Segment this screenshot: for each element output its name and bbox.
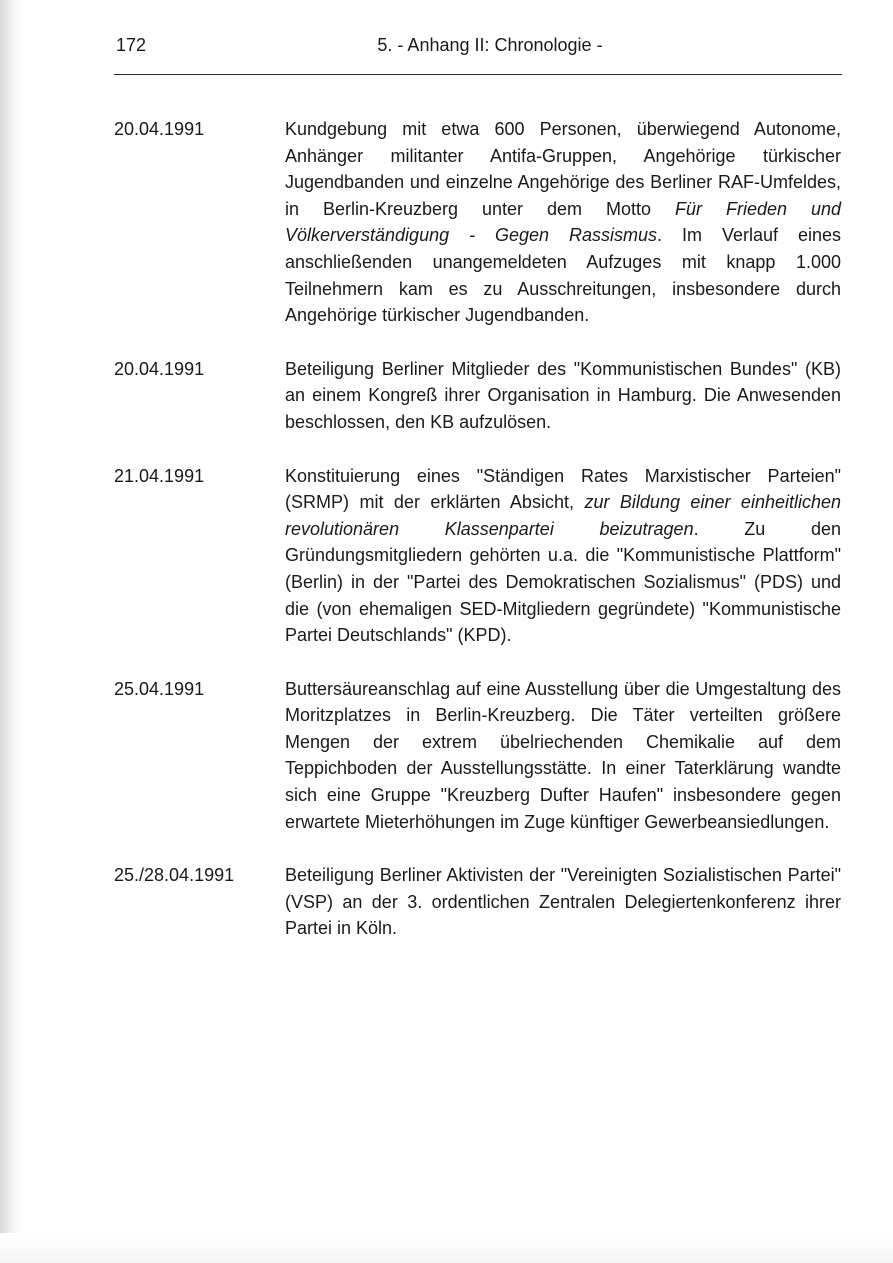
entry-date: 25./28.04.1991 bbox=[114, 865, 235, 886]
entry-date: 25.04.1991 bbox=[114, 678, 205, 699]
chronology-entry bbox=[114, 862, 842, 942]
page-header bbox=[112, 35, 842, 61]
scan-shadow-bottom bbox=[0, 1233, 893, 1263]
entry-text bbox=[285, 676, 841, 836]
entry-text-run: . Zu den Gründungsmitgliedern gehörten u.a. die "Kommunistische Plattform" (Berlin) in der "Partei des Demokratischen Sozialismus" (PDS) und die (von ehemaligen SED-Mitgliedern gegründete) "Kommunistische Partei Deutschlands" (KPD). bbox=[285, 518, 841, 646]
entry-date: 20.04.1991 bbox=[114, 119, 205, 139]
entry-text-run: Konstituierung eines "Ständigen Rates Marxistischer Parteien" (SRMP) mit der erklärten Absicht, bbox=[285, 465, 841, 513]
entry-text-run: Beteiligung Berliner Mitglieder des "Kommunistischen Bundes" (KB) an einem Kongreß ihrer Organisation in Hamburg. Die Anwesenden beschlossen, den KB aufzulösen. bbox=[285, 358, 841, 432]
entry-text-italic: zur Bildung einer einheitlichen revolutionären Klassenpartei beizutragen bbox=[285, 492, 842, 539]
page-number: 172 bbox=[116, 35, 147, 55]
running-title: 5. - Anhang II: Chronologie - bbox=[377, 35, 603, 55]
chronology-entry bbox=[114, 356, 842, 436]
entry-text bbox=[285, 116, 841, 329]
entry-date: 21.04.1991 bbox=[114, 465, 205, 486]
scan-shadow bbox=[0, 0, 24, 1263]
entry-date: 20.04.1991 bbox=[114, 358, 205, 379]
chronology-entry bbox=[114, 676, 842, 836]
entry-text-run: . Im Verlauf eines anschließenden unangemeldeten Aufzuges mit knapp 1.000 Teilnehmern kam es zu Ausschreitungen, insbesondere durch Angehörige türkischer Jugendbanden. bbox=[285, 225, 841, 326]
entry-text bbox=[285, 862, 841, 942]
entry-text bbox=[285, 463, 841, 649]
entry-text-italic: Für Frieden und Völkerverständigung - Gegen Rassismus bbox=[285, 198, 841, 246]
chronology-list bbox=[114, 116, 842, 942]
entry-text-run: Beteiligung Berliner Aktivisten der "Vereinigten Sozialistischen Partei" (VSP) an der 3. ordentlichen Zentralen Delegiertenkonferenz ihrer Partei in Köln. bbox=[285, 865, 841, 939]
chronology-entry bbox=[114, 463, 842, 649]
entry-text-run: Kundgebung mit etwa 600 Personen, überwiegend Autonome, Anhänger militanter Antifa-Gruppen, Angehörige türkischer Jugendbanden und einzelne Angehörige des Berliner RAF-Umfeldes, in Berlin-Kreuzberg unter dem Motto bbox=[285, 119, 841, 219]
entry-text bbox=[285, 356, 841, 436]
chronology-entry bbox=[114, 116, 842, 329]
entry-text-run: Buttersäureanschlag auf eine Ausstellung über die Umgestaltung des Moritzplatzes in Berlin-Kreuzberg. Die Täter verteilten größere Mengen der extrem übelriechenden Chemikalie auf dem Teppichboden der Ausstellungsstätte. In einer Taterklärung wandte sich eine Gruppe "Kreuzberg Dufter Haufen" insbesondere gegen erwartete Mieterhöhungen im Zuge künftiger Gewerbeansiedlungen. bbox=[285, 678, 841, 832]
header-rule bbox=[114, 74, 842, 75]
